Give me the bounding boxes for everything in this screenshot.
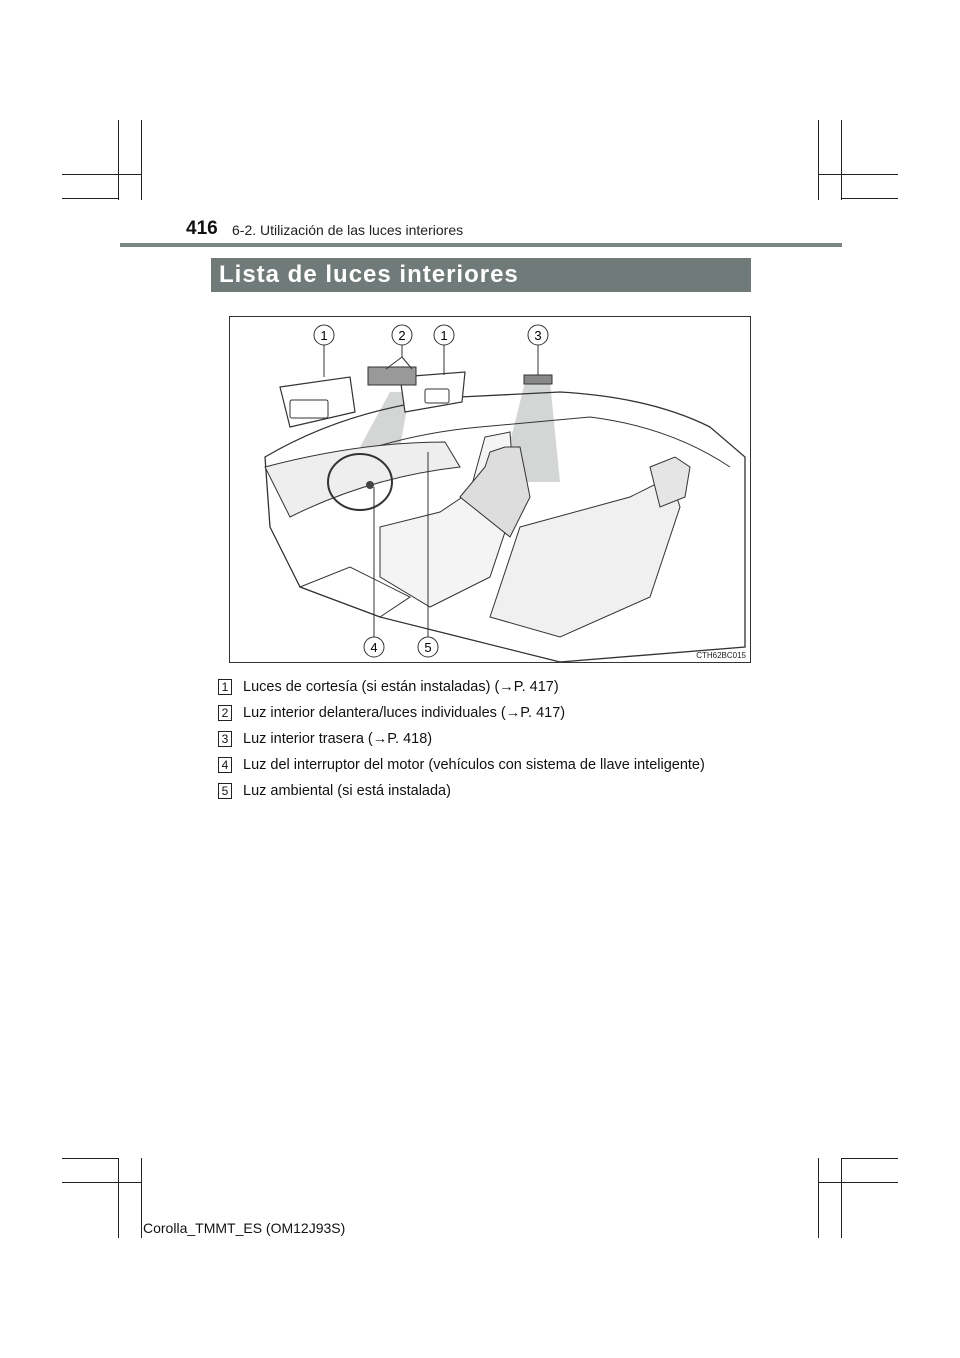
item-text: Luz del interruptor del motor (vehículos con sistema de llave inteligente) xyxy=(243,757,705,773)
crop-mark xyxy=(841,120,842,200)
list-item xyxy=(218,677,705,703)
crop-mark xyxy=(818,1182,898,1183)
callout-label: 5 xyxy=(424,640,432,655)
crop-mark xyxy=(141,1158,142,1238)
list-item xyxy=(218,781,705,807)
item-number: 1 xyxy=(218,679,232,695)
item-number: 4 xyxy=(218,757,232,773)
breadcrumb: 6-2. Utilización de las luces interiores xyxy=(232,222,464,238)
crop-mark xyxy=(842,198,898,199)
car-interior-illustration xyxy=(230,317,750,662)
callout-label: 2 xyxy=(398,328,406,343)
crop-mark xyxy=(842,1158,898,1159)
lights-list xyxy=(218,677,705,807)
crop-mark xyxy=(841,1158,842,1238)
crop-mark xyxy=(62,198,118,199)
header-rule xyxy=(120,243,842,247)
item-text: Luz ambiental (si está instalada) xyxy=(243,783,451,799)
list-item xyxy=(218,755,705,781)
section-title: Lista de luces interiores xyxy=(211,258,751,292)
crop-mark xyxy=(62,1182,142,1183)
list-item xyxy=(218,729,705,755)
item-text: Luces de cortesía (si están instaladas) (→P. 417) xyxy=(243,679,559,695)
crop-mark xyxy=(62,1158,118,1159)
callout-label: 4 xyxy=(370,640,378,655)
crop-mark xyxy=(118,120,119,200)
item-text: Luz interior trasera (→P. 418) xyxy=(243,731,433,747)
item-text: Luz interior delantera/luces individuales (→P. 417) xyxy=(243,705,566,721)
callout-label: 1 xyxy=(440,328,448,343)
list-item xyxy=(218,703,705,729)
crop-mark xyxy=(141,120,142,200)
interior-lights-figure xyxy=(229,316,751,663)
callout-label: 1 xyxy=(320,328,328,343)
footer-doc-id: Corolla_TMMT_ES (OM12J93S) xyxy=(143,1220,346,1236)
figure-code: CTH62BC015 xyxy=(696,651,746,660)
item-number: 5 xyxy=(218,783,232,799)
crop-mark xyxy=(818,1158,819,1238)
item-number: 2 xyxy=(218,705,232,721)
crop-mark xyxy=(818,174,898,175)
crop-mark xyxy=(118,1158,119,1238)
crop-mark xyxy=(818,120,819,200)
page-number: 416 xyxy=(186,218,218,239)
item-number: 3 xyxy=(218,731,232,747)
callout-label: 3 xyxy=(534,328,542,343)
crop-mark xyxy=(62,174,142,175)
